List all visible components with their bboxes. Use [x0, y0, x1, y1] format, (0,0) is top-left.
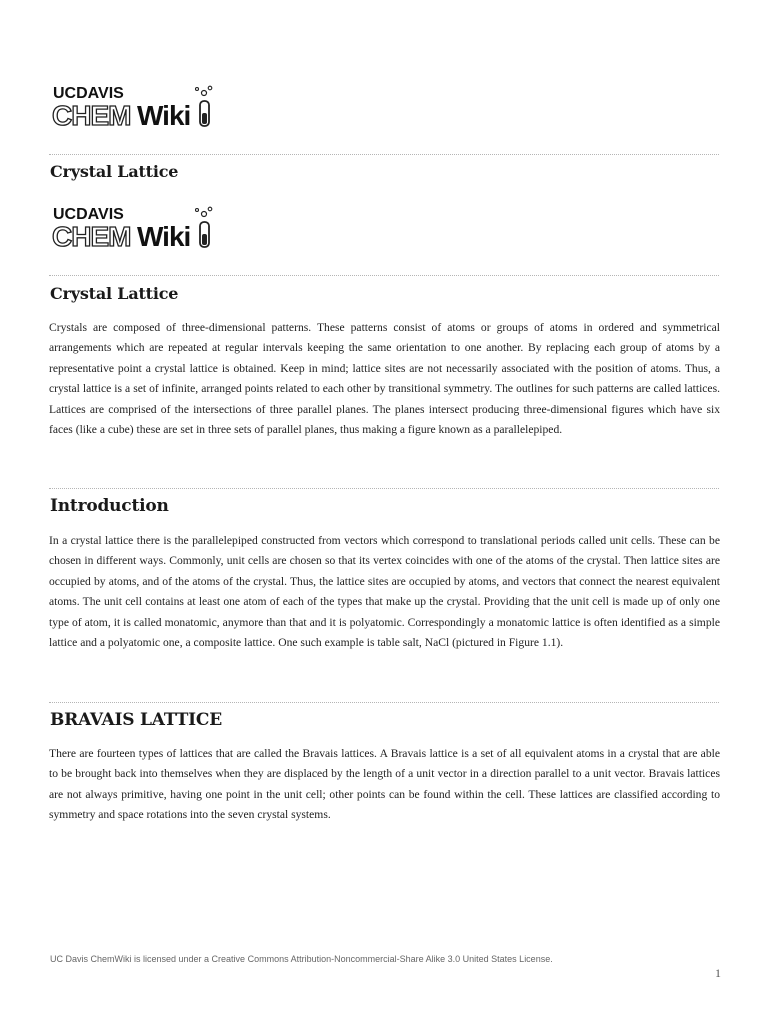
- section-divider: [49, 488, 719, 489]
- logo-wiki-text: Wiki: [137, 100, 191, 131]
- license-footer: UC Davis ChemWiki is licensed under a Creative Commons Attribution-Noncommercial-Share Alike 3.0 United States License.: [50, 954, 553, 964]
- introduction-paragraph: In a crystal lattice there is the parallelepiped constructed from vectors which correspond to translational periods called unit cells. These can be chosen in different ways. Commonly, unit cells are chosen so that its vertex coincides with one of the atoms of the crystal. Then lattice sites are occupied by atoms, and of the atoms of the crystal. Thus, the lattice sites are occupied by atoms, and vectors that connect the nearest equivalent atoms. The unit cell contains at least one atom of each of the types that make up the crystal. Providing that the unit cell is made up of only one type of atom, it is called monatomic, anymore than that and it is polyatomic. Correspondingly a monatomic lattice is often identified as a simple lattice and a polyatomic one, a composite lattice. One such example is table salt, NaCl (pictured in Figure 1.1).: [49, 534, 720, 650]
- intro-paragraph: Crystals are composed of three-dimensional patterns. These patterns consist of atoms or groups of atoms in ordered and symmetrical arrangements which are repeated at regular intervals keeping the same orientation to one another. By replacing each group of atoms by a representative point a crystal lattice is obtained. Keep in mind; lattice sites are not necessarily associated with the position of atoms. Thus, a crystal lattice is a set of infinite, arranged points related to each other by transitional symmetry. The outlines for such patterns are called lattices. Lattices are comprised of the intersections of three parallel planes. The planes intersect producing three-dimensional figures which have six faces (like a cube) these are set in three sets of parallel planes, thus making a figure known as a parallelepiped.: [49, 321, 720, 437]
- page-number: 1: [715, 966, 721, 980]
- test-tube-icon: [200, 222, 209, 247]
- section-divider: [49, 275, 719, 276]
- logo-chem-text: CHEM: [52, 100, 131, 131]
- logo-chem-text: CHEM: [52, 221, 131, 252]
- test-tube-icon: [200, 101, 209, 126]
- header-title: Crystal Lattice: [50, 162, 179, 181]
- section-heading-introduction: Introduction: [50, 496, 169, 516]
- logo-wiki-text: Wiki: [137, 221, 191, 252]
- section-divider: [49, 702, 719, 703]
- logo-ucdavis-text: UCDAVIS: [53, 85, 124, 102]
- bubbles-icon: [196, 86, 212, 95]
- bravais-paragraph: There are fourteen types of lattices that are called the Bravais lattices. A Bravais lattice is a set of all equivalent atoms in a crystal that are able to be brought back into themselves when they are displaced by the length of a unit vector in a direction parallel to a unit vector. Bravais lattices are not always primitive, having one point in the unit cell; other points can be found within the cell. These lattices are classified according to symmetry and space rotations into the seven crystal systems.: [49, 747, 720, 822]
- ucdavis-chemwiki-logo: [52, 83, 217, 131]
- section-heading-bravais-lattice: BRAVAIS LATTICE: [50, 710, 223, 730]
- ucdavis-chemwiki-logo: [52, 204, 217, 252]
- section-divider: [49, 154, 719, 155]
- logo-ucdavis-text: UCDAVIS: [53, 206, 124, 223]
- article-title: Crystal Lattice: [50, 284, 179, 303]
- bubbles-icon: [196, 207, 212, 216]
